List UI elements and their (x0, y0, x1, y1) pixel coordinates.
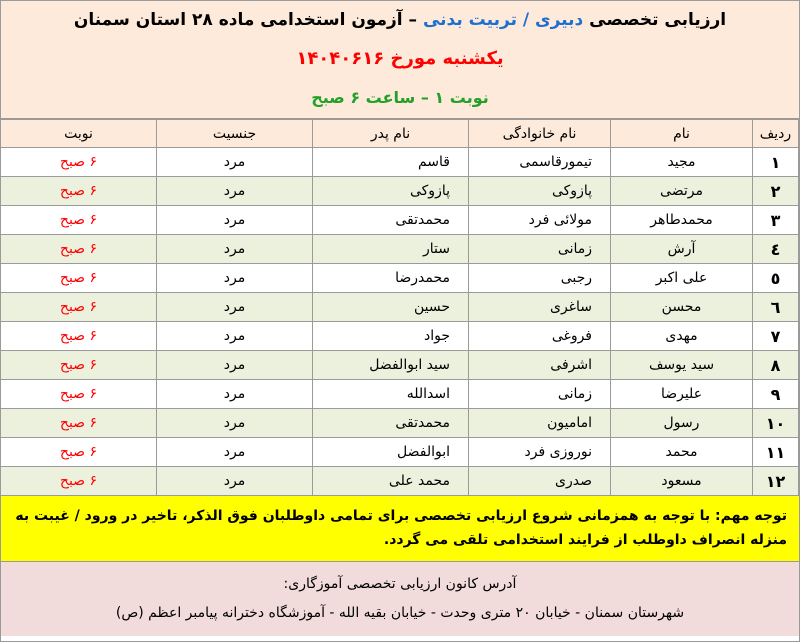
cell-last-name: زمانی (469, 380, 611, 409)
cell-last-name: پازوکی (469, 177, 611, 206)
cell-session: ۶ صبح (1, 409, 157, 438)
cell-session: ۶ صبح (1, 380, 157, 409)
cell-father-name: جواد (313, 322, 469, 351)
cell-last-name: رجبی (469, 264, 611, 293)
table-row (1, 380, 799, 409)
cell-row-number: ۳ (753, 206, 799, 235)
cell-first-name: محمد (611, 438, 753, 467)
cell-row-number: ۱۲ (753, 467, 799, 496)
cell-father-name: پازوکی (313, 177, 469, 206)
cell-father-name: سید ابوالفضل (313, 351, 469, 380)
cell-last-name: فروغی (469, 322, 611, 351)
title-accent: دبیری / تربیت بدنی (422, 10, 584, 30)
cell-father-name: قاسم (313, 148, 469, 177)
cell-row-number: ۷ (753, 322, 799, 351)
cell-father-name: محمدتقی (313, 409, 469, 438)
cell-last-name: صدری (469, 467, 611, 496)
cell-row-number: ۸ (753, 351, 799, 380)
cell-first-name: مسعود (611, 467, 753, 496)
cell-row-number: ۱۰ (753, 409, 799, 438)
cell-gender: مرد (157, 148, 313, 177)
cell-father-name: ستار (313, 235, 469, 264)
candidates-table (0, 119, 799, 496)
cell-gender: مرد (157, 409, 313, 438)
table-row (1, 322, 799, 351)
cell-session: ۶ صبح (1, 177, 157, 206)
col-header-first-name: نام (611, 120, 753, 148)
cell-row-number: ۲ (753, 177, 799, 206)
cell-session: ۶ صبح (1, 351, 157, 380)
table-row (1, 409, 799, 438)
table-row (1, 467, 799, 496)
col-header-last-name: نام خانوادگی (469, 120, 611, 148)
table-row (1, 177, 799, 206)
cell-first-name: علی اکبر (611, 264, 753, 293)
table-row (1, 206, 799, 235)
col-header-row-number: ردیف (753, 120, 799, 148)
cell-first-name: مرتضی (611, 177, 753, 206)
table-body (1, 148, 799, 496)
col-header-father-name: نام پدر (313, 120, 469, 148)
cell-last-name: تیمورقاسمی (469, 148, 611, 177)
cell-last-name: مولائی فرد (469, 206, 611, 235)
table-row (1, 293, 799, 322)
cell-session: ۶ صبح (1, 438, 157, 467)
cell-row-number: ۱ (753, 148, 799, 177)
cell-first-name: رسول (611, 409, 753, 438)
cell-row-number: ۱۱ (753, 438, 799, 467)
table-header-row (1, 120, 799, 148)
cell-session: ۶ صبح (1, 322, 157, 351)
cell-father-name: اسدالله (313, 380, 469, 409)
cell-first-name: محسن (611, 293, 753, 322)
cell-row-number: ٥ (753, 264, 799, 293)
cell-row-number: ۹ (753, 380, 799, 409)
cell-first-name: آرش (611, 235, 753, 264)
cell-session: ۶ صبح (1, 293, 157, 322)
session-line: نوبت ۱ – ساعت ۶ صبح (311, 88, 489, 107)
col-header-session: نوبت (1, 120, 157, 148)
cell-session: ۶ صبح (1, 148, 157, 177)
address-block (1, 562, 799, 636)
cell-session: ۶ صبح (1, 206, 157, 235)
table-row (1, 264, 799, 293)
cell-first-name: علیرضا (611, 380, 753, 409)
cell-last-name: اشرفی (469, 351, 611, 380)
table-row (1, 148, 799, 177)
cell-gender: مرد (157, 351, 313, 380)
address-text: شهرستان سمنان - خیابان ۲۰ متری وحدت - خیابان بقیه الله - آموزشگاه دخترانه پیامبر اعظم (ص) (115, 605, 685, 621)
cell-last-name: زمانی (469, 235, 611, 264)
cell-last-name: ساغری (469, 293, 611, 322)
cell-father-name: محمدتقی (313, 206, 469, 235)
cell-father-name: محمدرضا (313, 264, 469, 293)
cell-last-name: نوروزی فرد (469, 438, 611, 467)
address-title: آدرس کانون ارزیابی تخصصی آموزگاری: (283, 576, 517, 592)
cell-last-name: امامیون (469, 409, 611, 438)
title-part1: ارزیابی تخصصی (589, 10, 727, 30)
cell-gender: مرد (157, 235, 313, 264)
table-row (1, 351, 799, 380)
cell-gender: مرد (157, 322, 313, 351)
cell-row-number: ٤ (753, 235, 799, 264)
cell-first-name: مجید (611, 148, 753, 177)
cell-father-name: حسین (313, 293, 469, 322)
table-row (1, 438, 799, 467)
cell-gender: مرد (157, 293, 313, 322)
cell-gender: مرد (157, 438, 313, 467)
page-title (1, 1, 799, 39)
cell-session: ۶ صبح (1, 264, 157, 293)
cell-first-name: سید یوسف (611, 351, 753, 380)
col-header-gender: جنسیت (157, 120, 313, 148)
table-row (1, 235, 799, 264)
cell-father-name: محمد علی (313, 467, 469, 496)
cell-father-name: ابوالفضل (313, 438, 469, 467)
cell-session: ۶ صبح (1, 467, 157, 496)
date-line: یکشنبه مورخ ۱۴۰۴۰۶۱۶ (296, 48, 504, 69)
cell-row-number: ٦ (753, 293, 799, 322)
important-notice: توجه مهم: با توجه به همزمانی شروع ارزیابی تخصصی برای تمامی داوطلبان فوق الذکر، تاخیر در ورود / غیبت به منزله انصراف داوطلب از فرایند استخدامی تلقی می گردد. (1, 496, 799, 562)
title-part2: – آزمون استخدامی ماده ۲۸ استان سمنان (73, 10, 418, 30)
cell-gender: مرد (157, 380, 313, 409)
cell-first-name: محمدطاهر (611, 206, 753, 235)
cell-first-name: مهدی (611, 322, 753, 351)
header-block (1, 1, 799, 119)
cell-gender: مرد (157, 206, 313, 235)
cell-gender: مرد (157, 467, 313, 496)
cell-gender: مرد (157, 264, 313, 293)
cell-session: ۶ صبح (1, 235, 157, 264)
cell-gender: مرد (157, 177, 313, 206)
